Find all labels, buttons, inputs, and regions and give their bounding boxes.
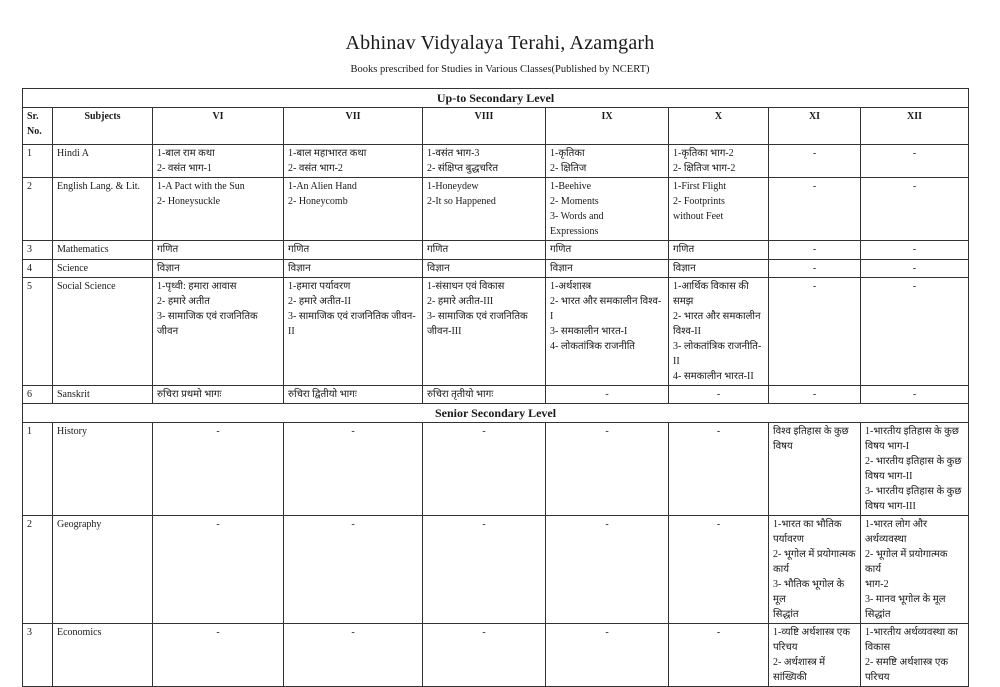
section-row-senior <box>23 404 969 423</box>
book-line: 2- Footprints <box>673 196 725 207</box>
book-cell <box>769 178 861 241</box>
header-subjects: Subjects <box>53 108 153 145</box>
book-cell <box>284 624 423 687</box>
book-line: 1-An Alien Hand <box>288 181 357 192</box>
book-line: रुचिरा प्रथमो भागः <box>157 389 222 400</box>
book-cell <box>669 145 769 178</box>
book-line: 2- भारत और समकालीन <box>673 311 761 322</box>
book-line: 3- लोकतांत्रिक राजनीति- <box>673 341 762 352</box>
book-cell <box>153 145 284 178</box>
empty-dash: - <box>351 426 355 437</box>
table-row <box>23 241 969 260</box>
book-cell <box>546 178 669 241</box>
book-line: 1-भारतीय इतिहास के कुछ <box>865 426 959 437</box>
book-cell <box>861 423 969 516</box>
book-line: 1-अर्थशास्त्र <box>550 281 592 292</box>
book-cell <box>546 241 669 260</box>
book-line: विषय भाग-II <box>865 471 913 482</box>
book-line: गणित <box>427 244 449 255</box>
book-line: सांख्यिकी <box>773 672 807 683</box>
book-line: विज्ञान <box>427 263 450 274</box>
book-cell <box>153 516 284 624</box>
book-line: 2- हमारे अतीत-III <box>427 296 494 307</box>
sr-number: 1 <box>23 423 53 516</box>
book-line: 3- सामाजिक एवं राजनितिक <box>427 311 528 322</box>
book-line: Expressions <box>550 226 599 237</box>
book-cell <box>423 423 546 516</box>
book-line: 1-हमारा पर्यावरण <box>288 281 351 292</box>
book-line: विज्ञान <box>288 263 311 274</box>
book-cell <box>153 260 284 278</box>
book-cell <box>153 423 284 516</box>
book-cell <box>153 386 284 404</box>
book-cell <box>861 241 969 260</box>
book-cell <box>284 241 423 260</box>
empty-dash: - <box>812 244 817 255</box>
subject-name: Social Science <box>53 278 153 386</box>
book-line: समझ <box>673 296 694 307</box>
book-cell <box>769 423 861 516</box>
empty-dash: - <box>351 519 355 530</box>
book-cell <box>546 386 669 404</box>
book-line: 1-Beehive <box>550 181 592 192</box>
book-line: 3- समकालीन भारत-I <box>550 326 628 337</box>
book-cell <box>769 624 861 687</box>
section-heading-senior: Senior Secondary Level <box>23 404 969 423</box>
subject-name: Sanskrit <box>53 386 153 404</box>
book-cell <box>769 241 861 260</box>
book-cell <box>423 624 546 687</box>
header-class-x: X <box>669 108 769 145</box>
subject-name: Hindi A <box>53 145 153 178</box>
empty-dash: - <box>716 426 721 437</box>
book-cell <box>546 516 669 624</box>
book-line: 2- वसंत भाग-1 <box>157 163 212 174</box>
empty-dash: - <box>482 627 486 638</box>
sr-number: 5 <box>23 278 53 386</box>
book-line: विकास <box>865 642 891 653</box>
book-line: 2- Moments <box>550 196 599 207</box>
empty-dash: - <box>216 519 220 530</box>
empty-dash: - <box>812 181 817 192</box>
empty-dash: - <box>912 148 917 159</box>
book-line: 2- क्षितिज <box>550 163 587 174</box>
subject-name: Economics <box>53 624 153 687</box>
page-subtitle: Books prescribed for Studies in Various Classes(Published by NCERT) <box>350 64 650 75</box>
book-cell <box>153 624 284 687</box>
book-line: गणित <box>288 244 310 255</box>
book-line: कार्य <box>773 564 790 575</box>
book-cell <box>669 278 769 386</box>
book-line: 1-भारत का भौतिक <box>773 519 842 530</box>
book-cell <box>546 145 669 178</box>
book-line: 3- भारतीय इतिहास के कुछ <box>865 486 962 497</box>
book-line: 3- सामाजिक एवं राजनितिक जीवन <box>157 311 258 337</box>
book-line: 2- हमारे अतीत <box>157 296 210 307</box>
book-line: गणित <box>673 244 695 255</box>
book-line: II <box>673 356 680 367</box>
empty-dash: - <box>812 263 817 274</box>
book-cell <box>669 386 769 404</box>
book-line: 1-व्यष्टि अर्थशास्त्र एक <box>773 627 851 638</box>
book-cell <box>769 516 861 624</box>
empty-dash: - <box>716 519 721 530</box>
book-line: 3- मानव भूगोल के मूल <box>865 594 946 605</box>
book-line: 3- सामाजिक एवं राजनितिक जीवन-II <box>288 311 416 337</box>
book-line: 1-First Flight <box>673 181 727 192</box>
empty-dash: - <box>912 181 917 192</box>
empty-dash: - <box>716 389 721 400</box>
book-cell <box>861 624 969 687</box>
empty-dash: - <box>482 426 486 437</box>
book-line: 2- संक्षिप्त बुद्धचरित <box>427 163 499 174</box>
book-line: without Feet <box>673 211 724 222</box>
book-line: विज्ञान <box>550 263 573 274</box>
book-line: रुचिरा तृतीयो भागः <box>427 389 494 400</box>
book-cell <box>153 278 284 386</box>
book-line: 1-आर्थिक विकास की <box>673 281 749 292</box>
header-class-xii: XII <box>861 108 969 145</box>
book-cell <box>669 241 769 260</box>
book-cell <box>769 260 861 278</box>
book-line: परिचय <box>773 642 798 653</box>
book-cell <box>861 145 969 178</box>
empty-dash: - <box>605 389 609 400</box>
book-line: विषय भाग-III <box>865 501 916 512</box>
book-line: 2- समष्टि अर्थशास्त्र एक <box>865 657 949 668</box>
header-class-xi: XI <box>769 108 861 145</box>
book-line: 1-कृतिका भाग-2 <box>673 148 734 159</box>
table-row <box>23 386 969 404</box>
book-line: 2- वसंत भाग-2 <box>288 163 343 174</box>
book-cell <box>423 278 546 386</box>
table-row <box>23 278 969 386</box>
book-cell <box>546 278 669 386</box>
section-row-upto <box>23 89 969 108</box>
book-line: 2- भारत और समकालीन विश्व-I <box>550 296 662 322</box>
book-line: 1-वसंत भाग-3 <box>427 148 480 159</box>
empty-dash: - <box>912 389 917 400</box>
header-sr: Sr. No. <box>23 108 53 145</box>
book-line: 2- Honeycomb <box>288 196 348 207</box>
table-row <box>23 516 969 624</box>
book-cell <box>861 386 969 404</box>
header-class-ix: IX <box>546 108 669 145</box>
book-cell <box>153 241 284 260</box>
sr-number: 1 <box>23 145 53 178</box>
book-line: 1-Honeydew <box>427 181 479 192</box>
empty-dash: - <box>812 389 817 400</box>
book-cell <box>284 386 423 404</box>
book-line: 1-A Pact with the Sun <box>157 181 245 192</box>
book-line: गणित <box>550 244 572 255</box>
book-line: 1-संसाधन एवं विकास <box>427 281 505 292</box>
book-cell <box>669 516 769 624</box>
book-cell <box>284 278 423 386</box>
sr-number: 3 <box>23 241 53 260</box>
book-cell <box>669 260 769 278</box>
book-cell <box>284 423 423 516</box>
book-line: 1-कृतिका <box>550 148 585 159</box>
book-line: गणित <box>157 244 179 255</box>
empty-dash: - <box>482 519 486 530</box>
book-cell <box>861 178 969 241</box>
book-cell <box>769 145 861 178</box>
section-heading-upto: Up-to Secondary Level <box>23 89 969 108</box>
book-line: 1-भारतीय अर्थव्यवस्था का <box>865 627 958 638</box>
table-row <box>23 260 969 278</box>
empty-dash: - <box>605 519 609 530</box>
empty-dash: - <box>216 426 220 437</box>
book-cell <box>861 278 969 386</box>
table-row <box>23 423 969 516</box>
book-line: सिद्धांत <box>865 609 891 620</box>
empty-dash: - <box>605 627 609 638</box>
book-cell <box>284 260 423 278</box>
sr-number: 6 <box>23 386 53 404</box>
book-line: 2- Honeysuckle <box>157 196 221 207</box>
book-cell <box>546 624 669 687</box>
empty-dash: - <box>812 281 817 292</box>
book-line: 2- अर्थशास्त्र में <box>773 657 826 668</box>
book-line: 4- समकालीन भारत-II <box>673 371 754 382</box>
book-cell <box>669 423 769 516</box>
header-class-vi: VI <box>153 108 284 145</box>
book-cell <box>153 178 284 241</box>
book-line: 2- हमारे अतीत-II <box>288 296 351 307</box>
book-line: 1-बाल राम कथा <box>157 148 215 159</box>
sr-number: 2 <box>23 178 53 241</box>
book-line: पर्यावरण <box>773 534 804 545</box>
book-line: विज्ञान <box>673 263 696 274</box>
book-line: भाग-2 <box>865 579 889 590</box>
book-cell <box>669 178 769 241</box>
book-cell <box>546 423 669 516</box>
book-line: 3- Words and <box>550 211 604 222</box>
page-title: Abhinav Vidyalaya Terahi, Azamgarh <box>345 32 655 54</box>
sr-number: 2 <box>23 516 53 624</box>
book-cell <box>284 516 423 624</box>
table-row <box>23 145 969 178</box>
book-line: विश्व-II <box>673 326 701 337</box>
book-line: अर्थव्यवस्था <box>865 534 907 545</box>
book-line: 1-भारत लोग और <box>865 519 928 530</box>
header-class-viii: VIII <box>423 108 546 145</box>
book-cell <box>769 386 861 404</box>
book-cell <box>861 260 969 278</box>
book-line: विश्व इतिहास के कुछ <box>773 426 849 437</box>
empty-dash: - <box>912 263 917 274</box>
book-line: 3- भौतिक भूगोल के मूल <box>773 579 845 605</box>
book-line: 2- भूगोल में प्रयोगात्मक <box>773 549 856 560</box>
book-cell <box>769 278 861 386</box>
table-row <box>23 178 969 241</box>
book-line: 1-पृथ्वी: हमारा आवास <box>157 281 237 292</box>
book-line: 1-बाल महाभारत कथा <box>288 148 367 159</box>
empty-dash: - <box>605 426 609 437</box>
subject-name: English Lang. & Lit. <box>53 178 153 241</box>
book-line: सिद्धांत <box>773 609 799 620</box>
book-cell <box>284 178 423 241</box>
sr-number: 4 <box>23 260 53 278</box>
book-cell <box>423 386 546 404</box>
header-row <box>23 108 969 145</box>
empty-dash: - <box>912 281 917 292</box>
subject-name: Science <box>53 260 153 278</box>
book-cell <box>546 260 669 278</box>
book-line: परिचय <box>865 672 890 683</box>
book-line: विषय <box>773 441 793 452</box>
empty-dash: - <box>812 148 817 159</box>
book-line: 2- भारतीय इतिहास के कुछ <box>865 456 962 467</box>
book-line: 2-It so Happened <box>427 196 496 207</box>
book-line: रुचिरा द्वितीयो भागः <box>288 389 357 400</box>
book-line: 2- भूगोल में प्रयोगात्मक कार्य <box>865 549 948 575</box>
empty-dash: - <box>912 244 917 255</box>
book-cell <box>423 145 546 178</box>
book-line: जीवन-III <box>427 326 462 337</box>
book-line: विज्ञान <box>157 263 180 274</box>
table-row <box>23 624 969 687</box>
book-cell <box>423 260 546 278</box>
book-line: विषय भाग-I <box>865 441 910 452</box>
subject-name: Geography <box>53 516 153 624</box>
empty-dash: - <box>716 627 721 638</box>
book-cell <box>861 516 969 624</box>
book-cell <box>669 624 769 687</box>
sr-number: 3 <box>23 624 53 687</box>
header-class-vii: VII <box>284 108 423 145</box>
book-cell <box>423 516 546 624</box>
subject-name: History <box>53 423 153 516</box>
book-cell <box>423 241 546 260</box>
empty-dash: - <box>216 627 220 638</box>
book-line: 4- लोकतांत्रिक राजनीति <box>550 341 635 352</box>
book-cell <box>284 145 423 178</box>
book-cell <box>423 178 546 241</box>
books-table <box>22 88 969 687</box>
empty-dash: - <box>351 627 355 638</box>
book-line: 2- क्षितिज भाग-2 <box>673 163 736 174</box>
subject-name: Mathematics <box>53 241 153 260</box>
